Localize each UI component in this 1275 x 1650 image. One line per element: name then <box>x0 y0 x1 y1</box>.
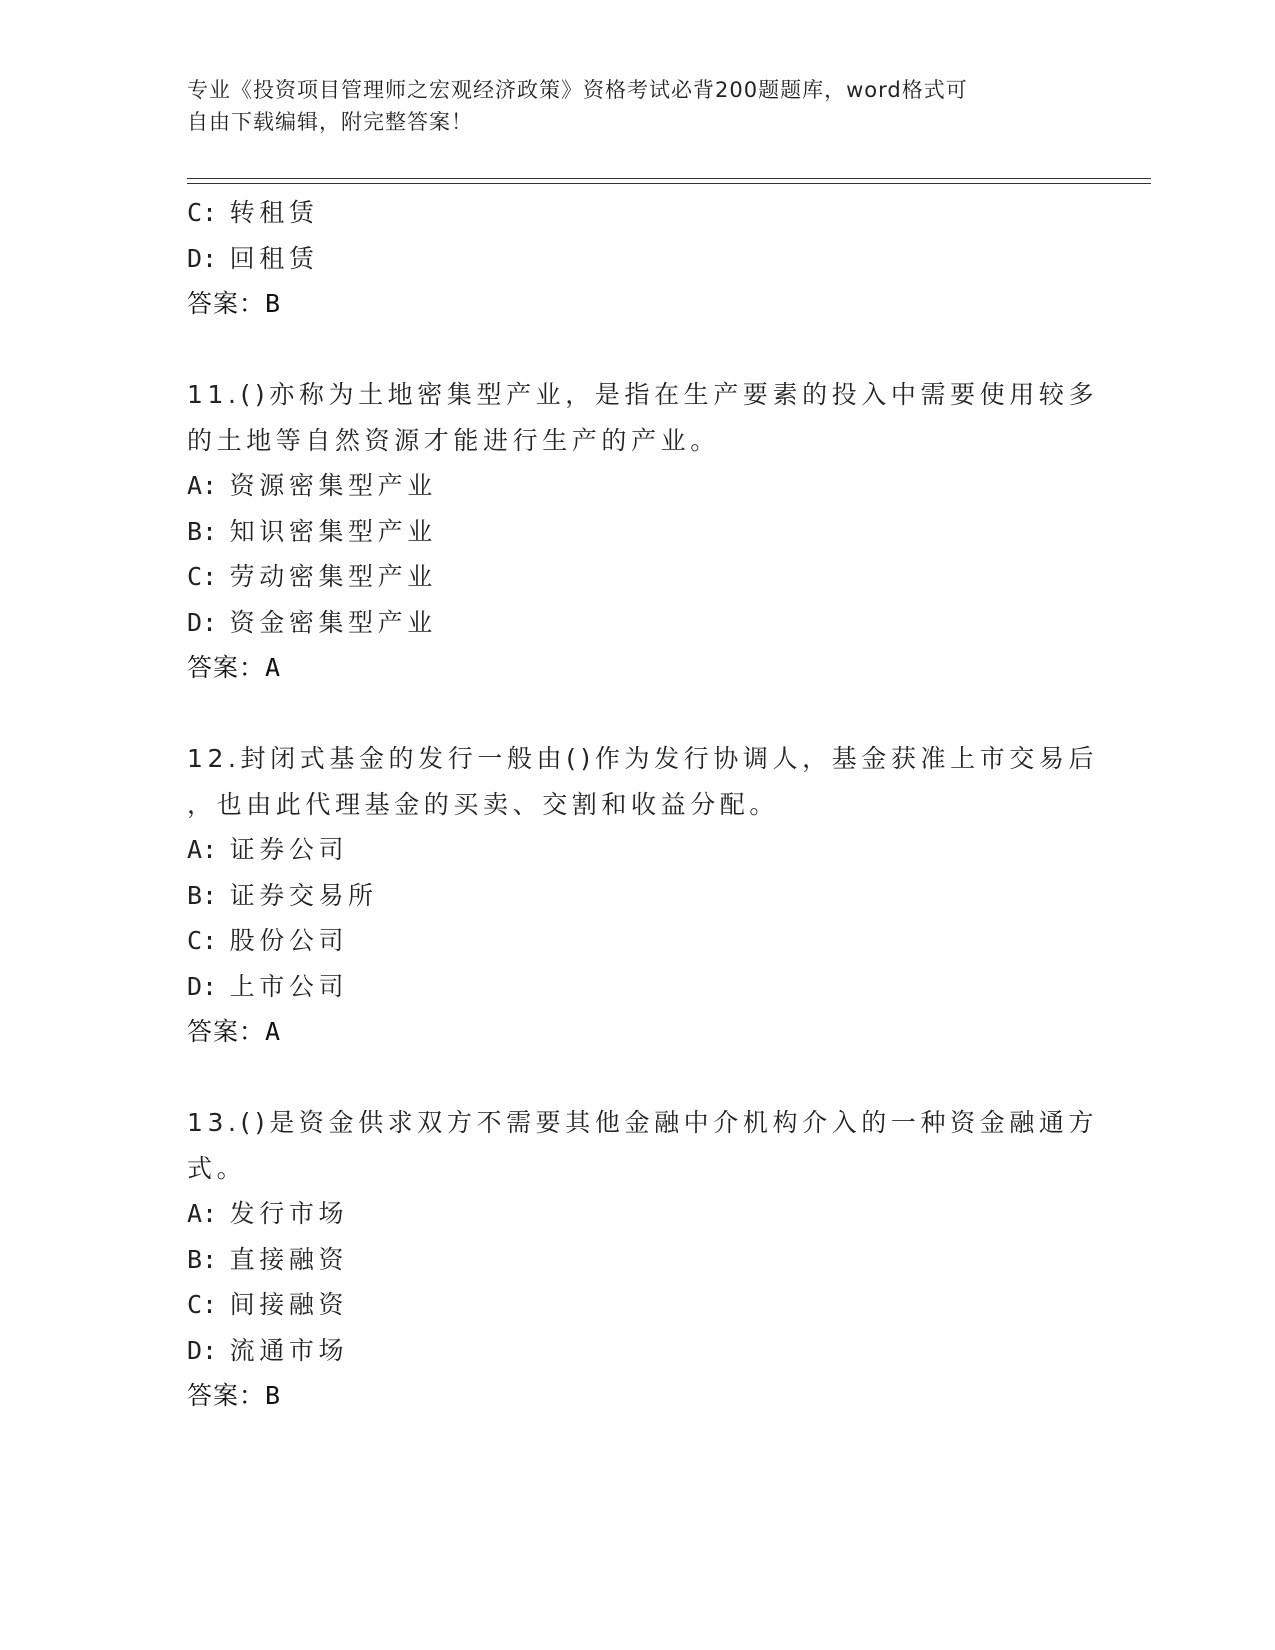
question-stem-line: 式。 <box>187 1153 247 1183</box>
option-label: A: <box>187 1199 218 1228</box>
question-stem <box>187 372 1099 463</box>
option-b <box>187 509 1087 555</box>
option-c <box>187 1282 1087 1328</box>
header-title-line-2: 自由下载编辑，附完整答案！ <box>187 110 473 134</box>
question-block <box>187 736 1099 1055</box>
option-label: C: <box>187 1290 218 1319</box>
option-a <box>187 463 1087 509</box>
option-text: 直接融资 <box>229 1244 349 1274</box>
question-block <box>187 1100 1099 1419</box>
option-label: A: <box>187 835 218 864</box>
answer-label: 答案： <box>187 653 266 682</box>
option-text: 证券交易所 <box>229 880 378 910</box>
prev-question-block <box>187 190 1087 327</box>
option-b <box>187 1237 1087 1283</box>
option-label: B: <box>187 880 218 910</box>
question-stem <box>187 736 1099 827</box>
option-text: 资源密集型产业 <box>229 471 437 500</box>
option-c <box>187 554 1087 600</box>
option-text: 知识密集型产业 <box>229 516 437 546</box>
answer-label: 答案： <box>187 1017 266 1046</box>
answer-line <box>187 281 1087 327</box>
answer-label: 答案： <box>187 289 266 318</box>
option-label: B: <box>187 1244 218 1274</box>
option-d <box>187 236 1087 282</box>
header-title-line-1: 专业《投资项目管理师之宏观经济政策》资格考试必背200题题库，word格式可 <box>187 78 968 102</box>
option-label: C: <box>187 926 218 955</box>
option-text: 间接融资 <box>229 1290 349 1319</box>
option-text: 资金密集型产业 <box>229 607 437 637</box>
question-stem <box>187 1100 1099 1191</box>
option-a <box>187 827 1087 873</box>
question-stem-line: 12.封闭式基金的发行一般由()作为发行协调人，基金获准上市交易后 <box>187 744 1099 773</box>
option-c <box>187 918 1087 964</box>
option-d <box>187 600 1087 646</box>
option-text: 流通市场 <box>229 1335 349 1365</box>
option-label: D: <box>187 243 218 273</box>
option-text: 上市公司 <box>229 971 349 1001</box>
spacer <box>187 327 1087 373</box>
question-block <box>187 372 1099 691</box>
option-label: C: <box>187 198 218 227</box>
spacer <box>187 1055 1087 1101</box>
option-label: D: <box>187 971 218 1001</box>
option-label: D: <box>187 1335 218 1365</box>
answer-label: 答案： <box>187 1381 266 1410</box>
option-b <box>187 873 1087 919</box>
answer-line <box>187 1373 1087 1419</box>
header-divider-top <box>187 178 1151 179</box>
question-stem-line: 的土地等自然资源才能进行生产的产业。 <box>187 425 720 455</box>
option-text: 转租赁 <box>229 198 319 227</box>
option-text: 劳动密集型产业 <box>229 562 437 591</box>
answer-line <box>187 645 1087 691</box>
option-label: D: <box>187 607 218 637</box>
answer-value: B <box>265 1381 282 1410</box>
option-text: 发行市场 <box>229 1199 349 1228</box>
option-label: A: <box>187 471 218 500</box>
header-divider-bottom <box>187 183 1151 184</box>
answer-value: A <box>265 1017 282 1046</box>
option-label: C: <box>187 562 218 591</box>
option-d <box>187 1328 1087 1374</box>
question-stem-line: 11.()亦称为土地密集型产业，是指在生产要素的投入中需要使用较多 <box>187 380 1099 409</box>
answer-value: A <box>265 653 282 682</box>
option-text: 回租赁 <box>229 243 319 273</box>
option-text: 证券公司 <box>229 835 349 864</box>
answer-value: B <box>265 289 282 318</box>
question-stem-line: ，也由此代理基金的买卖、交割和收益分配。 <box>187 789 780 819</box>
question-stem-line: 13.()是资金供求双方不需要其他金融中介机构介入的一种资金融通方 <box>187 1108 1099 1137</box>
option-text: 股份公司 <box>229 926 349 955</box>
option-label: B: <box>187 516 218 546</box>
option-d <box>187 964 1087 1010</box>
spacer <box>187 691 1087 737</box>
answer-line <box>187 1009 1087 1055</box>
document-header <box>187 74 1067 138</box>
option-c <box>187 190 1087 236</box>
option-a <box>187 1191 1087 1237</box>
question-list <box>187 190 1099 1419</box>
